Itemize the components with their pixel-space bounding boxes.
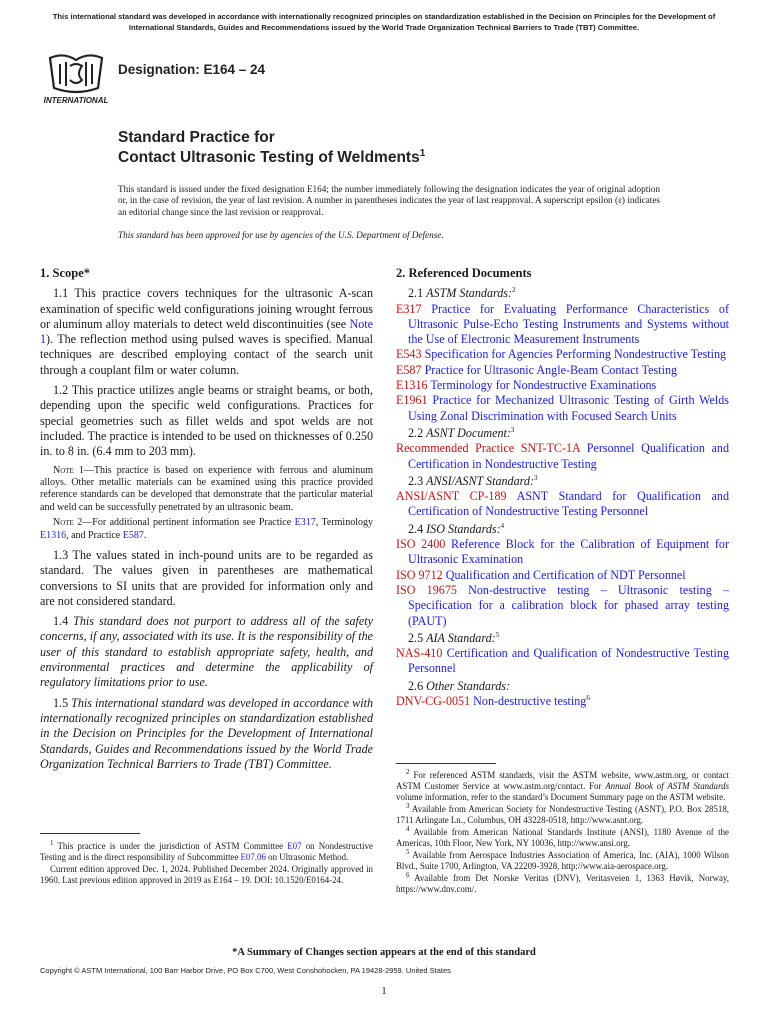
- section-2-5-name: AIA Standard:: [426, 630, 496, 645]
- section-2-3-name: ANSI/ASNT Standard:: [426, 473, 534, 488]
- fn3-sup: 3: [406, 802, 410, 811]
- astm-ref-entry[interactable]: [396, 393, 729, 424]
- fn2-sup: 2: [406, 768, 410, 777]
- other-ref-sup: 6: [586, 693, 590, 702]
- note-2-text-a: —For additional pertinent information see Practice: [82, 517, 295, 529]
- footnote-1-edition: Current edition approved Dec. 1, 2024. Published December 2024. Originally approved in 1960. Last previous edition approved in 2019 as E164 – 19. DOI: 10.1520/E0164-24.: [40, 864, 373, 885]
- asnt-ref-code[interactable]: Recommended Practice SNT-TC-1A: [396, 441, 581, 456]
- aia-ref-code[interactable]: NAS-410: [396, 646, 443, 661]
- designation-statement: This standard is issued under the fixed designation E164; the number immediately following the designation indicates the year of original adoption or, in the case of revision, the year of last revision. A number in parentheses indicates the year of last reapproval. A superscript epsilon (ε) indicates an editorial change since the last revision or reapproval.: [118, 184, 660, 217]
- referenced-docs-heading: 2. Referenced Documents: [396, 266, 532, 280]
- left-column: [40, 266, 373, 777]
- fn6-sup: 6: [406, 871, 410, 880]
- e1316-link[interactable]: E1316: [40, 529, 67, 541]
- footnote-1: [40, 841, 373, 863]
- iso-ref-entry[interactable]: [396, 568, 729, 583]
- section-2-3-sup: 3: [534, 473, 538, 482]
- footnote-rule-right: [396, 763, 496, 764]
- footnote-3: [396, 804, 729, 826]
- astm-list: [396, 302, 729, 424]
- page-number: 1: [381, 985, 387, 997]
- fn1-text-b: on Nondestructive Testing and is the direct responsibility of Subcommittee: [40, 841, 373, 862]
- section-2-6: [408, 679, 729, 694]
- astm-logo: [40, 50, 112, 106]
- section-2-4-sup: 4: [500, 521, 505, 530]
- section-2-2-num: 2.2: [408, 425, 427, 440]
- tbt-banner: This international standard was developed in accordance with internationally recognized principles on standardization established in the Decision on Principles for the Development of International Standards, Guides and Recommendations issued by the World Trade Organization Technical Barriers to Trade (TBT) Committee.: [52, 12, 716, 32]
- note-1-text: —This practice is based on experience with ferrous and aluminum alloys. Other metallic materials can be examined using this practice provided reference standards can be developed that demonstrate that the particular material and weld can be successfully penetrated by an ultrasonic beam.: [40, 464, 373, 513]
- title-line-2: [118, 148, 425, 168]
- other-ref-code[interactable]: DNV-CG-0051: [396, 694, 471, 709]
- footnotes-left: [40, 841, 373, 887]
- astm-ref-entry[interactable]: [396, 363, 729, 378]
- note-2-text-c: , and Practice: [66, 529, 123, 541]
- e07-link[interactable]: E07: [287, 841, 302, 851]
- dod-approval: This standard has been approved for use by agencies of the U.S. Department of Defense.: [118, 230, 444, 240]
- logo-wordmark: INTERNATIONAL: [43, 96, 109, 105]
- section-2-3-num: 2.3: [408, 473, 427, 488]
- astm-ref-title[interactable]: Practice for Evaluating Performance Characteristics of Ultrasonic Pulse-Echo Testing Instruments and Systems without the Use of Electronic Measurement Instruments: [408, 301, 729, 347]
- para-1-5-num: 1.5: [53, 695, 72, 710]
- fn4-sup: 4: [406, 825, 410, 834]
- astm-ref-entry[interactable]: [396, 378, 729, 393]
- astm-ref-entry[interactable]: [396, 347, 729, 362]
- iso-ref-title[interactable]: Qualification and Certification of NDT Personnel: [445, 567, 686, 582]
- e317-link[interactable]: E317: [294, 517, 316, 529]
- para-1-4: [40, 614, 373, 690]
- section-2-5-sup: 5: [495, 630, 500, 639]
- astm-ref-code[interactable]: E1316: [396, 378, 428, 393]
- e587-link[interactable]: E587: [122, 529, 144, 541]
- footnote-2: [396, 770, 729, 803]
- para-1-4-num: 1.4: [53, 614, 74, 629]
- astm-ref-code[interactable]: E587: [396, 362, 422, 377]
- section-2-2: [408, 426, 729, 441]
- iso-ref-entry[interactable]: [396, 537, 729, 568]
- astm-ref-title[interactable]: Specification for Agencies Performing Nondestructive Testing: [424, 347, 727, 362]
- note-2-text-b: , Terminology: [315, 517, 373, 529]
- para-1-5: [40, 696, 373, 772]
- iso-ref-code[interactable]: ISO 2400: [396, 537, 446, 552]
- fn5-sup: 5: [406, 848, 410, 857]
- fn2-italic: Annual Book of ASTM Standards: [605, 781, 729, 791]
- footnote-5: [396, 850, 729, 872]
- note-1: [40, 465, 373, 515]
- document-title: [118, 128, 425, 168]
- astm-ref-code[interactable]: E543: [396, 347, 422, 362]
- para-1-4-text: This standard does not purport to address all of the safety concerns, if any, associated with its use. It is the responsibility of the user of this standard to establish appropriate safety, health, and environmental practices and determine the applicability of regulatory limitations prior to use.: [40, 614, 373, 690]
- iso-ref-code[interactable]: ISO 19675: [396, 582, 457, 597]
- section-2-2-sup: 3: [510, 425, 515, 434]
- fn4-text: Available from American National Standards Institute (ANSI), 1180 Avenue of the Americas, 10th Floor, New York, NY 10036, http://www.ansi.org.: [396, 827, 729, 848]
- para-1-1-end: ). The reflection method using pulsed waves is specified. Manual techniques are described employing contact of the search unit through a couplant film or water column.: [40, 332, 373, 377]
- section-2-1: [408, 286, 729, 301]
- other-ref-title[interactable]: Non-destructive testing: [473, 694, 587, 709]
- fn1-sup: 1: [50, 839, 54, 848]
- footnote-6: [396, 873, 729, 895]
- section-2-4-num: 2.4: [408, 521, 427, 536]
- ansi-ref-code[interactable]: ANSI/ASNT CP-189: [396, 489, 507, 504]
- fn2-text-a: For referenced ASTM standards, visit the ASTM website, www.astm.org, or contact ASTM Customer Service at www.astm.org/contact. For: [396, 770, 729, 791]
- fn3-text: Available from American Society for Nondestructive Testing (ASNT), P.O. Box 28518, 1711 Arlingate Ln., Columbus, OH 43228-0518, http://www.asnt.org.: [396, 804, 729, 825]
- asnt-ref-entry[interactable]: [396, 441, 729, 472]
- astm-ref-code[interactable]: E317: [396, 301, 422, 316]
- fn5-text: Available from Aerospace Industries Association of America, Inc. (AIA), 1000 Wilson Blvd., Suite 1700, Arlington, VA 22209-3928, http://www.aia-aerospace.org.: [396, 850, 729, 871]
- para-1-1: [40, 286, 373, 378]
- iso-ref-title[interactable]: Reference Block for the Calibration of Equipment for Ultrasonic Examination: [408, 537, 730, 567]
- asnt-list: [396, 441, 729, 472]
- iso-ref-code[interactable]: ISO 9712: [396, 567, 443, 582]
- astm-ref-entry[interactable]: [396, 302, 729, 348]
- note-2-text-d: .: [143, 529, 147, 541]
- scope-heading: 1. Scope*: [40, 266, 90, 280]
- section-2-1-sup: 2: [512, 286, 516, 295]
- iso-ref-title[interactable]: Non-destructive testing – Ultrasonic testing – Specification for a calibration block for phased array testing (PAUT): [408, 582, 729, 628]
- section-2-5: [408, 631, 729, 646]
- designation: Designation: E164 – 24: [118, 62, 266, 77]
- section-2-3: [408, 474, 729, 489]
- astm-ref-title[interactable]: Practice for Ultrasonic Angle-Beam Contact Testing: [424, 362, 678, 377]
- ansi-ref-entry[interactable]: [396, 489, 729, 520]
- fn6-text: Available from Det Norske Veritas (DNV), Veritasveien 1, 1363 Høvik, Norway, https://www.dnv.com/.: [396, 873, 729, 894]
- section-2-4-name: ISO Standards:: [426, 521, 501, 536]
- note-2-label: Note 2: [53, 517, 83, 529]
- note-2: [40, 517, 373, 542]
- section-2-6-name: Other Standards:: [426, 678, 511, 693]
- astm-logo-mark: [50, 55, 102, 92]
- astm-ref-code[interactable]: E1961: [396, 393, 428, 408]
- summary-of-changes-note: *A Summary of Changes section appears at the end of this standard: [232, 947, 536, 958]
- note-1-link[interactable]: Note 1: [40, 316, 373, 347]
- e0706-link[interactable]: E07.06: [240, 852, 266, 862]
- footnotes-right: [396, 770, 729, 896]
- section-2-4: [408, 522, 729, 537]
- para-1-3: 1.3 The values stated in inch-pound units are to be regarded as standard. The values given in parentheses are mathematical conversions to SI units that are provided for information only and are not considered standard.: [40, 548, 373, 608]
- note-1-label: Note 1: [53, 464, 84, 476]
- fn1-text-a: This practice is under the jurisdiction of ASTM Committee: [53, 841, 288, 851]
- ansi-ref-title[interactable]: ASNT Standard for Qualification and Certification of Nondestructive Testing Personnel: [408, 489, 729, 519]
- footnote-rule-left: [40, 833, 140, 834]
- aia-ref-entry[interactable]: [396, 646, 729, 677]
- other-ref-entry[interactable]: [396, 694, 729, 709]
- ansi-list: [396, 489, 729, 520]
- right-column: [396, 266, 729, 709]
- title-line-2-text: Contact Ultrasonic Testing of Weldments: [118, 149, 420, 166]
- footnote-4: [396, 827, 729, 849]
- para-1-2: 1.2 This practice utilizes angle beams or straight beams, or both, depending upon the specific weld configurations. Practices for special geometries such as fillet welds and spot welds are not included. The practice is intended to be used on thicknesses of 0.250 in. to 8 in. (6.4 mm to 203 mm).: [40, 383, 373, 459]
- asnt-ref-title[interactable]: Personnel Qualification and Certification in Nondestructive Testing: [408, 441, 730, 471]
- iso-ref-entry[interactable]: [396, 583, 729, 629]
- astm-ref-title[interactable]: Practice for Mechanized Ultrasonic Testing of Girth Welds Using Zonal Discrimination with Focused Search Units: [408, 393, 729, 423]
- title-line-1: Standard Practice for: [118, 129, 275, 146]
- iso-list: [396, 537, 729, 629]
- astm-ref-title[interactable]: Terminology for Nondestructive Examinations: [430, 378, 657, 393]
- para-1-5-text: This international standard was developed in accordance with internationally recognized principles on standardization established in the Decision on Principles for the Development of International Standards, Guides and Recommendations issued by the World Trade Organization Technical Barriers to Trade (TBT) Committee.: [40, 695, 373, 771]
- section-2-1-num: 2.1: [408, 286, 427, 301]
- aia-list: [396, 646, 729, 677]
- section-2-6-num: 2.6: [408, 678, 427, 693]
- title-footnote-ref: 1: [419, 147, 426, 159]
- aia-ref-title[interactable]: Certification and Qualification of Nondestructive Testing Personnel: [408, 646, 729, 676]
- fn1-text-c: on Ultrasonic Method.: [265, 852, 349, 862]
- section-2-5-num: 2.5: [408, 630, 427, 645]
- section-2-2-name: ASNT Document:: [426, 425, 511, 440]
- section-2-1-name: ASTM Standards:: [426, 286, 513, 301]
- copyright: Copyright © ASTM International, 100 Barr Harbor Drive, PO Box C700, West Conshohocken, PA 19428-2959. United States: [40, 966, 451, 975]
- fn2-text-b: volume information, refer to the standard’s Document Summary page on the ASTM website.: [396, 792, 726, 802]
- para-1-1-text: 1.1 This practice covers techniques for the ultrasonic A-scan examination of specific weld configurations joining wrought ferrous or aluminum alloy materials to detect weld discontinuities (see: [40, 286, 373, 331]
